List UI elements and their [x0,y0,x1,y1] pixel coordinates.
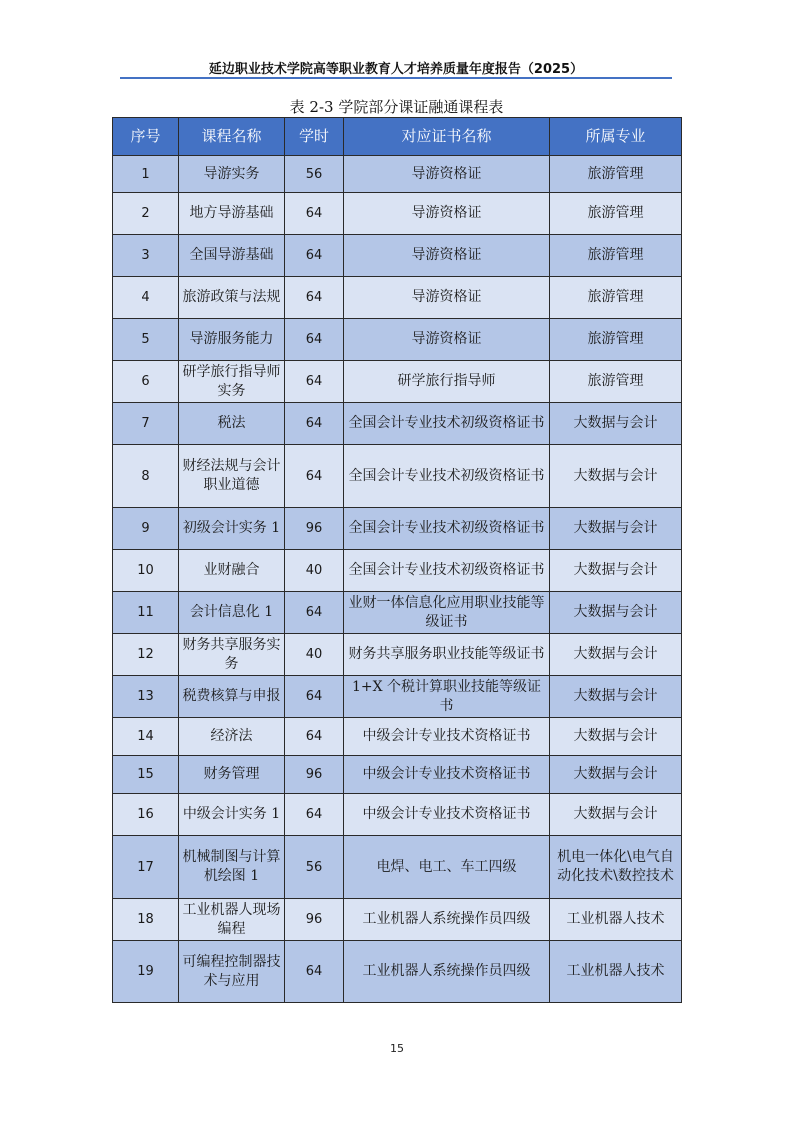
document-header: 延边职业技术学院高等职业教育人才培养质量年度报告（2025） [208,62,584,77]
cell-hours: 96 [285,756,344,794]
column-header-hours: 学时 [285,118,344,156]
cell-no: 18 [113,899,179,941]
cell-no: 3 [113,235,179,277]
cell-major: 旅游管理 [550,156,682,193]
cell-certificate: 电焊、电工、车工四级 [344,836,550,899]
table-row [113,836,682,899]
cell-hours: 96 [285,899,344,941]
cell-major: 大数据与会计 [550,676,682,718]
cell-course: 税法 [179,403,285,445]
table-row [113,941,682,1003]
cell-no: 15 [113,756,179,794]
cell-major: 大数据与会计 [550,634,682,676]
cell-course: 财务共享服务实务 [179,634,285,676]
table-row [113,634,682,676]
cell-certificate: 中级会计专业技术资格证书 [344,756,550,794]
cell-major: 大数据与会计 [550,592,682,634]
table-header-row [113,118,682,156]
cell-no: 9 [113,508,179,550]
cell-no: 10 [113,550,179,592]
cell-certificate: 业财一体信息化应用职业技能等级证书 [344,592,550,634]
cell-no: 5 [113,319,179,361]
page-number: 15 [390,1042,404,1055]
cell-hours: 64 [285,277,344,319]
cell-no: 19 [113,941,179,1003]
cell-no: 4 [113,277,179,319]
cell-no: 12 [113,634,179,676]
cell-certificate: 导游资格证 [344,156,550,193]
table-row [113,718,682,756]
table-row [113,235,682,277]
column-header-certificate: 对应证书名称 [344,118,550,156]
cell-hours: 64 [285,403,344,445]
cell-major: 工业机器人技术 [550,941,682,1003]
cell-no: 7 [113,403,179,445]
cell-major: 大数据与会计 [550,756,682,794]
table-row [113,156,682,193]
cell-hours: 96 [285,508,344,550]
cell-major: 工业机器人技术 [550,899,682,941]
cell-hours: 64 [285,718,344,756]
cell-no: 14 [113,718,179,756]
table-row [113,193,682,235]
cell-major: 大数据与会计 [550,403,682,445]
cell-major: 大数据与会计 [550,550,682,592]
cell-hours: 56 [285,156,344,193]
cell-major: 大数据与会计 [550,794,682,836]
cell-hours: 64 [285,193,344,235]
cell-hours: 64 [285,361,344,403]
cell-major: 旅游管理 [550,319,682,361]
cell-course: 旅游政策与法规 [179,277,285,319]
column-header-course: 课程名称 [179,118,285,156]
cell-course: 导游服务能力 [179,319,285,361]
cell-course: 经济法 [179,718,285,756]
cell-course: 业财融合 [179,550,285,592]
table-row [113,676,682,718]
cell-course: 导游实务 [179,156,285,193]
cell-major: 大数据与会计 [550,508,682,550]
cell-major: 旅游管理 [550,361,682,403]
course-certificate-table [112,117,682,1003]
cell-no: 8 [113,445,179,508]
cell-hours: 64 [285,941,344,1003]
cell-major: 旅游管理 [550,193,682,235]
table-row [113,277,682,319]
cell-course: 会计信息化 1 [179,592,285,634]
cell-certificate: 导游资格证 [344,277,550,319]
table-row [113,794,682,836]
cell-no: 6 [113,361,179,403]
table-row [113,899,682,941]
header-divider [120,77,672,79]
cell-major: 旅游管理 [550,277,682,319]
cell-major: 旅游管理 [550,235,682,277]
cell-no: 11 [113,592,179,634]
table-row [113,445,682,508]
cell-certificate: 导游资格证 [344,319,550,361]
cell-no: 17 [113,836,179,899]
cell-certificate: 导游资格证 [344,235,550,277]
table-row [113,319,682,361]
table-row [113,361,682,403]
cell-course: 工业机器人现场编程 [179,899,285,941]
table-row [113,508,682,550]
cell-certificate: 导游资格证 [344,193,550,235]
column-header-major: 所属专业 [550,118,682,156]
cell-hours: 40 [285,550,344,592]
cell-certificate: 全国会计专业技术初级资格证书 [344,508,550,550]
cell-certificate: 全国会计专业技术初级资格证书 [344,445,550,508]
table-caption: 表 2-3 学院部分课证融通课程表 [289,98,504,116]
table-row [113,592,682,634]
cell-course: 研学旅行指导师实务 [179,361,285,403]
cell-no: 16 [113,794,179,836]
table-row [113,403,682,445]
cell-certificate: 财务共享服务职业技能等级证书 [344,634,550,676]
cell-course: 财务管理 [179,756,285,794]
cell-certificate: 中级会计专业技术资格证书 [344,794,550,836]
cell-major: 大数据与会计 [550,718,682,756]
column-header-no: 序号 [113,118,179,156]
table-row [113,550,682,592]
cell-hours: 64 [285,235,344,277]
cell-hours: 64 [285,445,344,508]
cell-hours: 64 [285,592,344,634]
cell-major: 机电一体化\电气自动化技术\数控技术 [550,836,682,899]
cell-certificate: 中级会计专业技术资格证书 [344,718,550,756]
cell-course: 可编程控制器技术与应用 [179,941,285,1003]
cell-course: 地方导游基础 [179,193,285,235]
cell-certificate: 工业机器人系统操作员四级 [344,941,550,1003]
cell-certificate: 研学旅行指导师 [344,361,550,403]
table-body [113,156,682,1003]
cell-certificate: 全国会计专业技术初级资格证书 [344,403,550,445]
cell-certificate: 全国会计专业技术初级资格证书 [344,550,550,592]
cell-no: 13 [113,676,179,718]
cell-course: 全国导游基础 [179,235,285,277]
cell-hours: 56 [285,836,344,899]
cell-major: 大数据与会计 [550,445,682,508]
cell-course: 初级会计实务 1 [179,508,285,550]
cell-course: 财经法规与会计职业道德 [179,445,285,508]
cell-hours: 64 [285,794,344,836]
table-row [113,756,682,794]
cell-certificate: 1+X 个税计算职业技能等级证书 [344,676,550,718]
cell-certificate: 工业机器人系统操作员四级 [344,899,550,941]
cell-course: 机械制图与计算机绘图 1 [179,836,285,899]
cell-course: 中级会计实务 1 [179,794,285,836]
cell-course: 税费核算与申报 [179,676,285,718]
cell-hours: 40 [285,634,344,676]
cell-hours: 64 [285,319,344,361]
cell-no: 1 [113,156,179,193]
cell-hours: 64 [285,676,344,718]
cell-no: 2 [113,193,179,235]
